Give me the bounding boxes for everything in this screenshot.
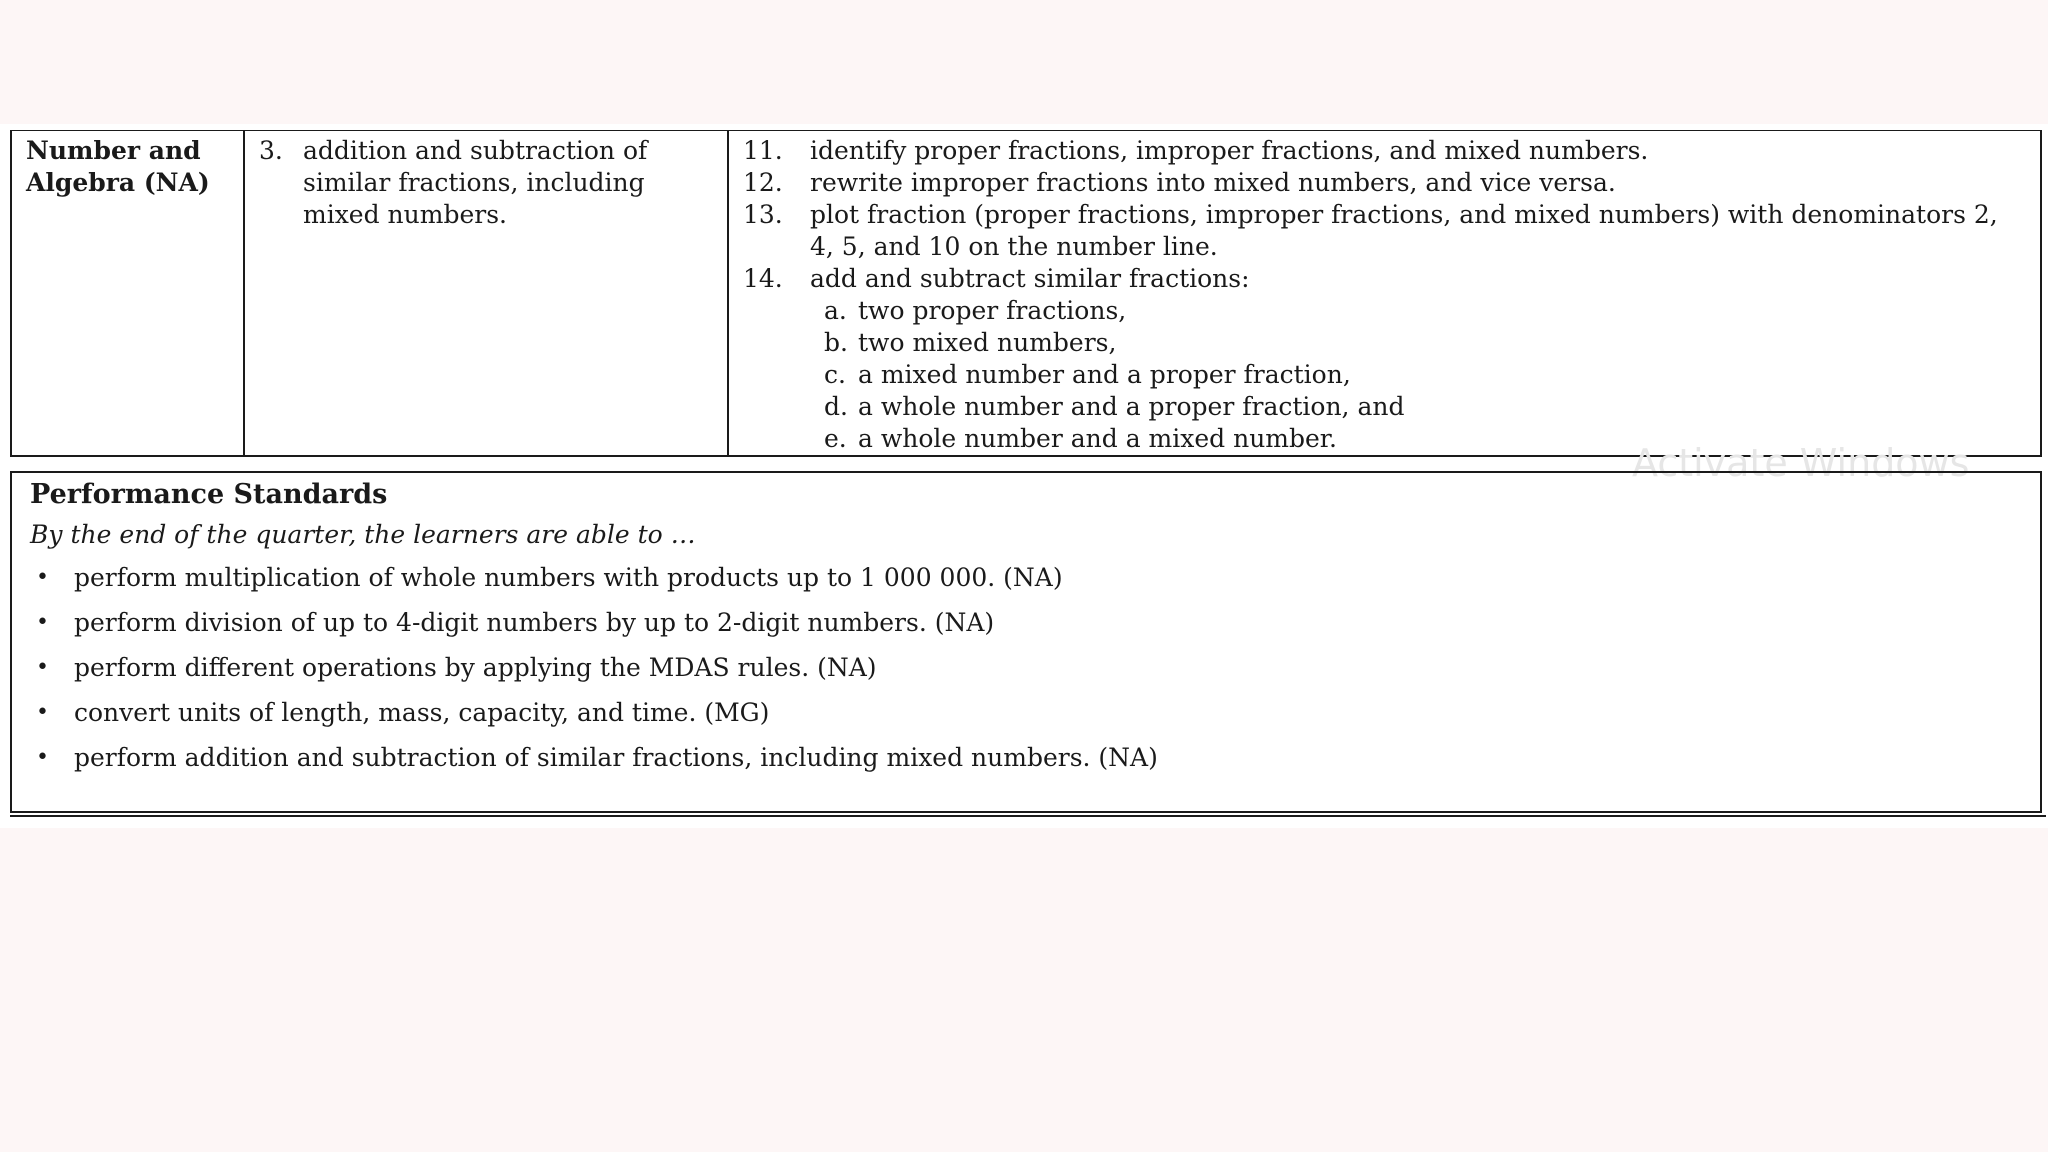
curriculum-table [10, 130, 2042, 457]
performance-standards-box [10, 471, 2042, 813]
competency-item [743, 263, 2026, 295]
bullet-icon: • [36, 745, 49, 770]
competency-text: add and subtract similar fractions: [810, 264, 1250, 293]
list-item-text: perform multiplication of whole numbers with products up to 1 000 000. (NA) [74, 563, 1063, 592]
sub-item [824, 391, 2026, 423]
list-item-text: convert units of length, mass, capacity, and time. (MG) [74, 698, 770, 727]
competency-text: plot fraction (proper fractions, improper fractions, and mixed numbers) with denominators 2, 4, 5, and 10 on the number line. [810, 200, 1998, 261]
sub-item-text: two proper fractions, [858, 296, 1127, 325]
list-item-text: perform addition and subtraction of similar fractions, including mixed numbers. (NA) [74, 743, 1158, 772]
performance-standards-list [30, 555, 2022, 780]
sub-item-letter: b. [824, 328, 848, 357]
sub-item [824, 359, 2026, 391]
competency-number: 12. [743, 168, 783, 197]
competency-text: identify proper fractions, improper fractions, and mixed numbers. [810, 136, 1649, 165]
sub-item-letter: e. [824, 424, 847, 453]
performance-standards-title: Performance Standards [30, 479, 388, 510]
list-item [30, 600, 2022, 645]
sub-item-text: a whole number and a proper fraction, and [858, 392, 1405, 421]
list-item [30, 735, 2022, 780]
sub-item-letter: a. [824, 296, 847, 325]
performance-standards-intro: By the end of the quarter, the learners are able to … [30, 520, 696, 549]
sub-item-text: a mixed number and a proper fraction, [858, 360, 1351, 389]
list-item-text: perform different operations by applying the MDAS rules. (NA) [74, 653, 877, 682]
competency-number: 14. [743, 264, 783, 293]
competency-item [743, 135, 2026, 167]
competency-item [743, 199, 2026, 263]
domain-cell [11, 131, 244, 457]
bullet-icon: • [36, 565, 49, 590]
activate-windows-watermark: Activate Windows [1632, 441, 1970, 485]
bullet-icon: • [36, 655, 49, 680]
bottom-rule [10, 815, 2046, 817]
sub-item-letter: d. [824, 392, 848, 421]
sub-item-text: two mixed numbers, [858, 328, 1117, 357]
competency-number: 13. [743, 200, 783, 229]
competency-text: rewrite improper fractions into mixed numbers, and vice versa. [810, 168, 1616, 197]
list-item [30, 690, 2022, 735]
sub-item-list [743, 295, 2026, 455]
sub-item-text: a whole number and a mixed number. [858, 424, 1337, 453]
list-item-text: perform division of up to 4-digit numbers by up to 2-digit numbers. (NA) [74, 608, 995, 637]
list-item [30, 645, 2022, 690]
content-standard-cell [244, 131, 728, 457]
sub-item-letter: c. [824, 360, 846, 389]
competency-number: 11. [743, 136, 783, 165]
bullet-icon: • [36, 610, 49, 635]
sub-item [824, 327, 2026, 359]
sub-item [824, 295, 2026, 327]
competencies-cell [728, 131, 2041, 457]
bullet-icon: • [36, 700, 49, 725]
content-standard-text: addition and subtraction of similar fractions, including mixed numbers. [303, 136, 648, 229]
content-standard-number: 3. [259, 136, 283, 165]
table-row [11, 131, 2041, 457]
competency-item [743, 167, 2026, 199]
list-item [30, 555, 2022, 600]
content-standard-item [259, 135, 713, 231]
domain-label: Number and Algebra (NA) [26, 136, 210, 197]
